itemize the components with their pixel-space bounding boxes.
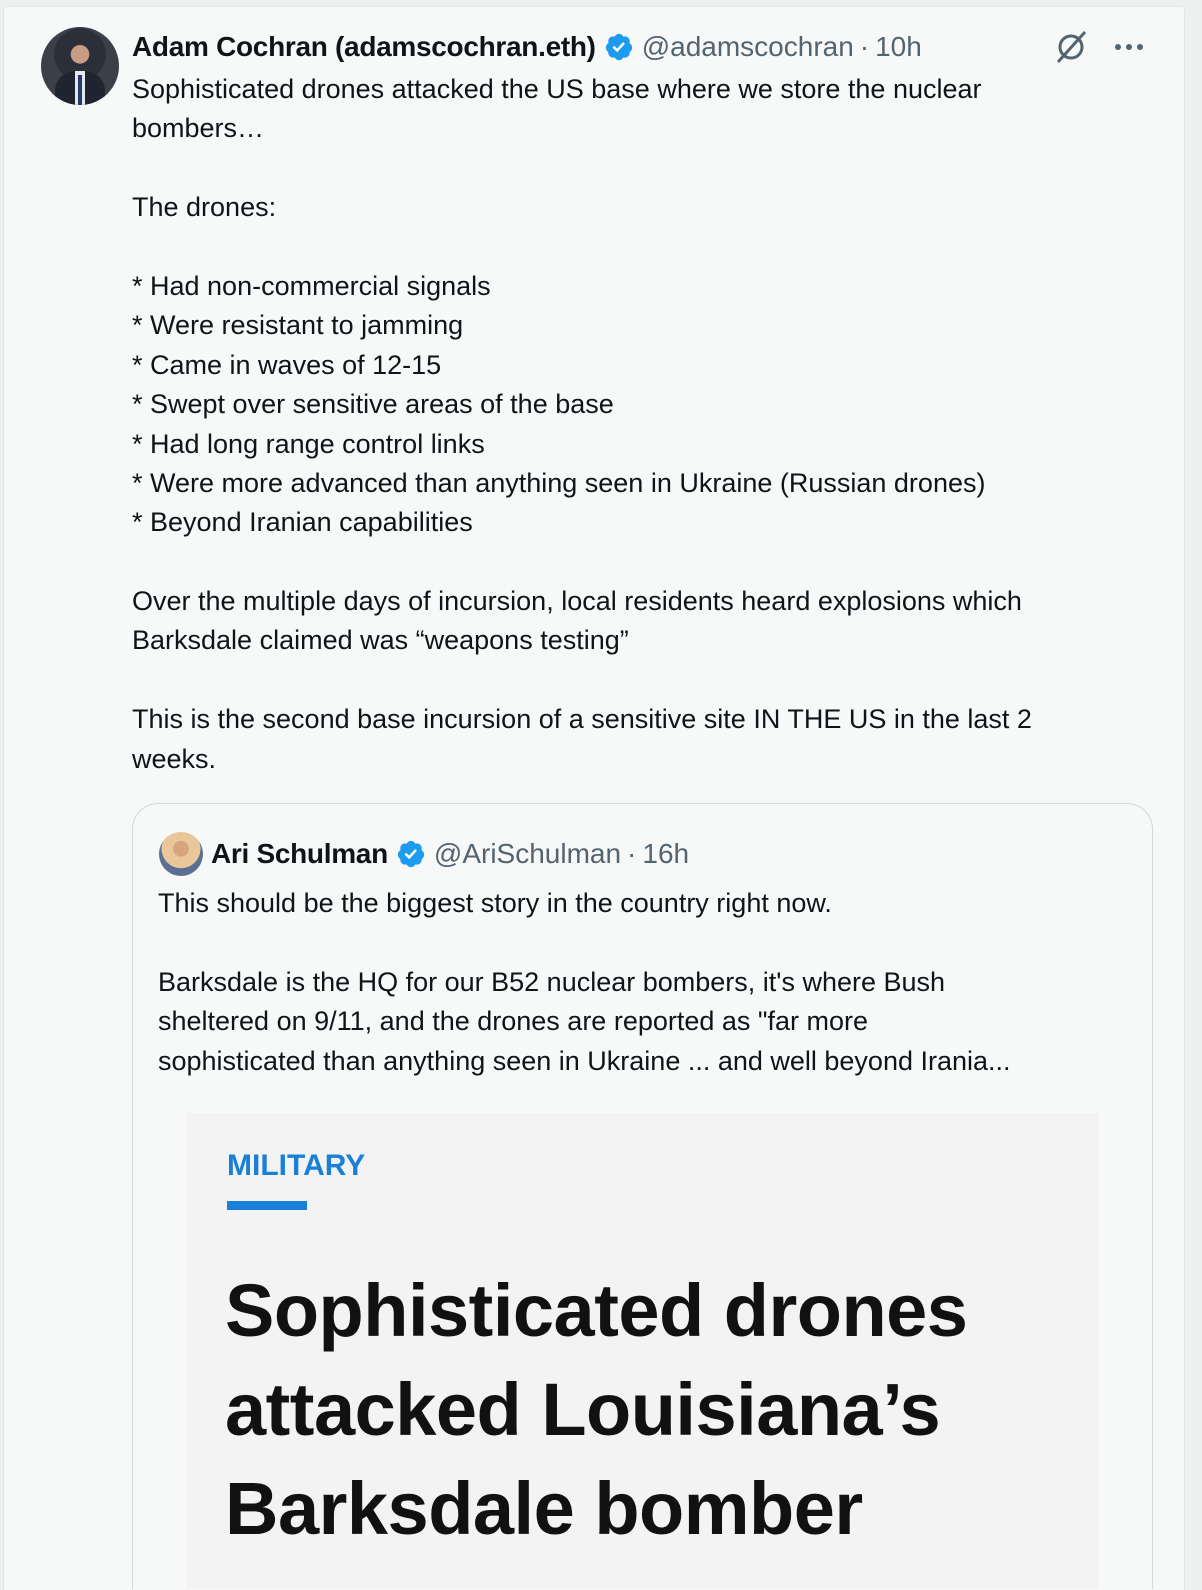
text-line: attacked Louisiana’s <box>225 1368 941 1451</box>
quoted-header <box>159 832 689 876</box>
text-line: * Were resistant to jamming <box>132 310 464 341</box>
text-line: * Swept over sensitive areas of the base <box>132 389 614 420</box>
tweet-body <box>132 70 1172 779</box>
grok-icon[interactable] <box>1054 28 1088 66</box>
article-preview-image[interactable] <box>187 1113 1099 1589</box>
tweet-actions <box>1054 27 1144 67</box>
text-line: bombers… <box>132 113 265 144</box>
text-line <box>132 228 1172 267</box>
quoted-body <box>158 884 1011 1081</box>
text-line: Over the multiple days of incursion, local residents heard explosions which <box>132 586 1022 617</box>
text-line: Barksdale is the HQ for our B52 nuclear bombers, it's where Bush <box>158 966 946 997</box>
text-line: * Had long range control links <box>132 428 485 459</box>
tweet-header <box>132 27 922 67</box>
author-avatar[interactable] <box>41 27 119 105</box>
text-line: * Came in waves of 12-15 <box>132 349 442 380</box>
text-line: Barksdale claimed was “weapons testing” <box>132 625 629 656</box>
more-icon[interactable] <box>1114 43 1144 51</box>
text-line: Sophisticated drones <box>225 1269 968 1352</box>
quoted-timestamp: 16h <box>642 838 690 869</box>
timestamp[interactable]: 10h <box>875 31 922 62</box>
quoted-avatar <box>159 832 203 876</box>
text-line <box>132 543 1172 582</box>
text-line <box>132 661 1172 700</box>
article-kicker: MILITARY <box>227 1149 366 1182</box>
text-line: sophisticated than anything seen in Ukraine ... and well beyond Irania... <box>158 1045 1011 1076</box>
author-name[interactable]: Adam Cochran (adamscochran.eth) <box>132 31 596 62</box>
kicker-underline <box>227 1201 307 1210</box>
quoted-handle: @AriSchulman <box>433 838 622 869</box>
text-line <box>158 923 1011 962</box>
text-line: Sophisticated drones attacked the US base where we store the nuclear <box>132 74 982 104</box>
text-line: Barksdale bomber <box>225 1467 863 1550</box>
text-line: weeks. <box>132 743 217 774</box>
quoted-author-name: Ari Schulman <box>211 838 388 869</box>
tweet-card <box>3 6 1185 1590</box>
text-line: * Beyond Iranian capabilities <box>132 507 473 538</box>
text-line <box>132 149 1172 188</box>
article-headline <box>225 1261 967 1558</box>
author-handle[interactable]: @adamscochran <box>641 31 854 62</box>
text-line: * Had non-commercial signals <box>132 270 491 301</box>
text-line: * Were more advanced than anything seen in Ukraine (Russian drones) <box>132 467 986 498</box>
verified-badge-icon <box>604 32 634 62</box>
quoted-tweet[interactable] <box>132 803 1153 1589</box>
text-line: The drones: <box>132 192 277 223</box>
text-line: This should be the biggest story in the country right now. <box>158 888 832 918</box>
separator: · <box>627 838 637 869</box>
verified-badge-icon <box>396 839 426 869</box>
text-line: sheltered on 9/11, and the drones are reported as "far more <box>158 1006 869 1037</box>
separator: · <box>859 31 870 62</box>
text-line: This is the second base incursion of a sensitive site IN THE US in the last 2 <box>132 704 1032 735</box>
